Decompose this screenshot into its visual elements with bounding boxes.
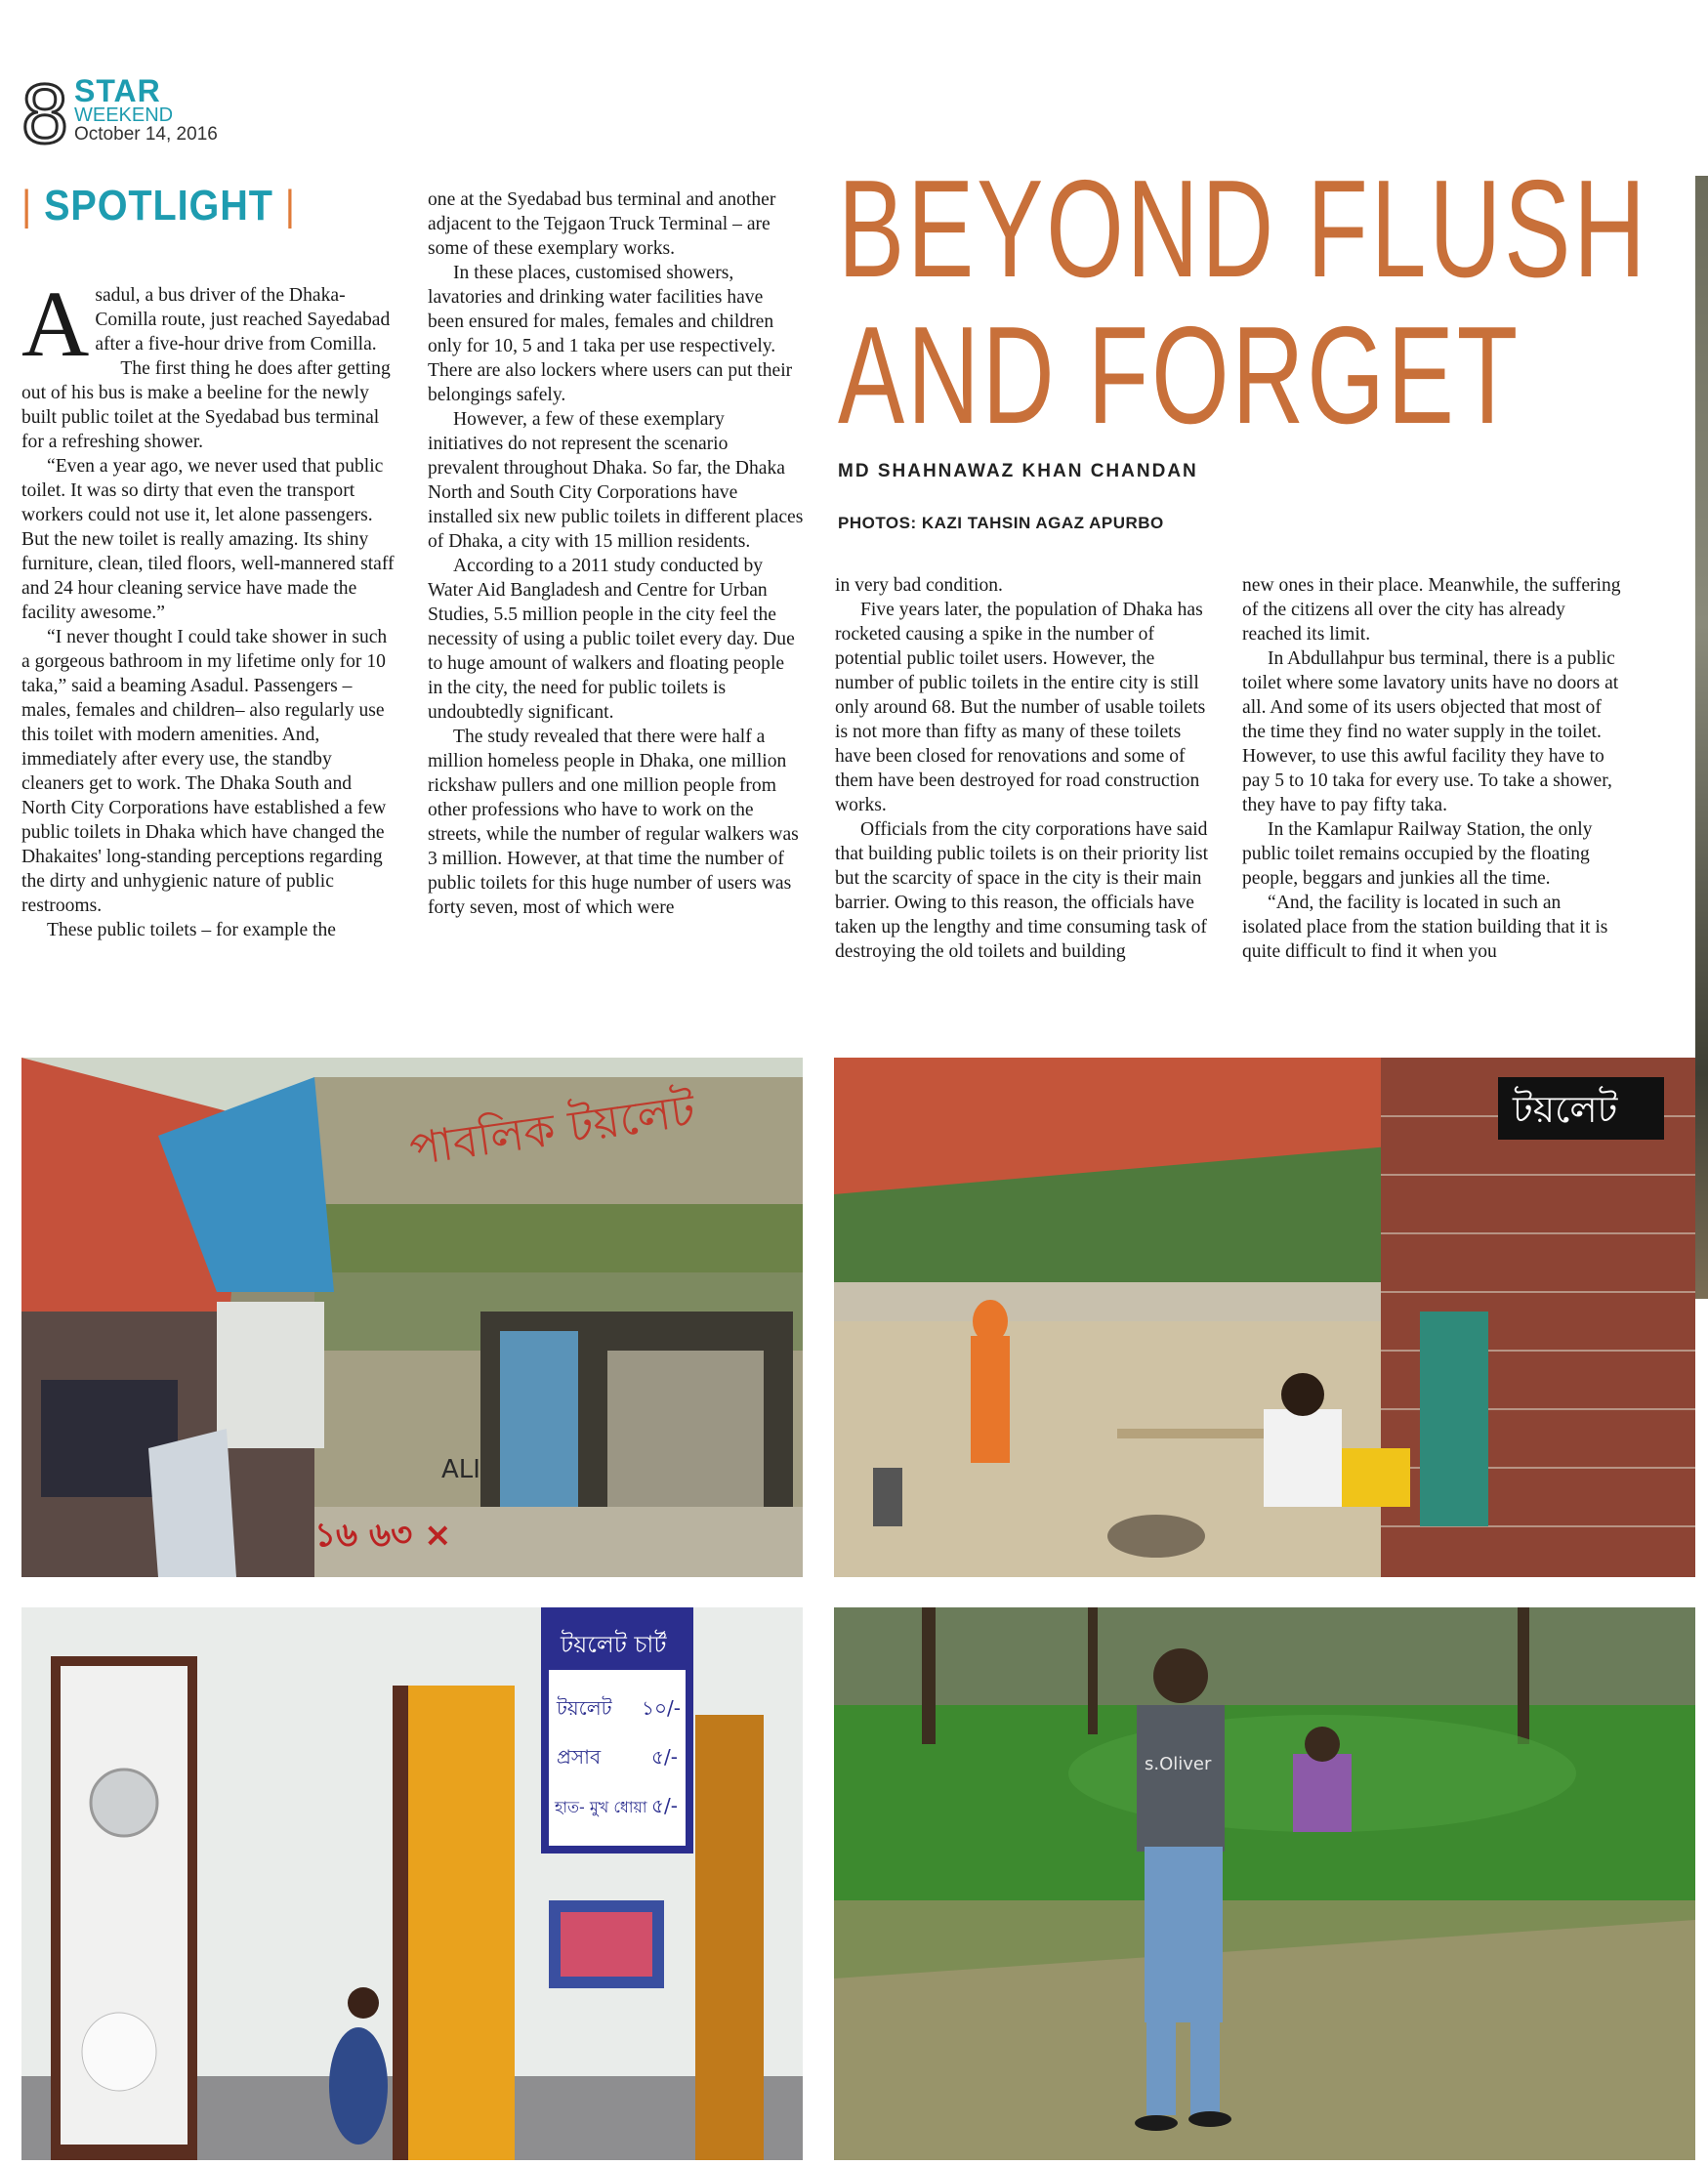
photo-new-toilet-price-chart: [21, 1607, 803, 2160]
photo-old-public-toilet: [21, 1058, 803, 1577]
article-column-4: [1242, 573, 1623, 964]
photo-brick-toilet-attendant: [834, 1058, 1695, 1577]
paragraph: Officials from the city corporations have said that building public toilets is on their priority list but the scarcity of space in the city is their main barrier. Owing to this reason, the officials have taken up the lengthy and time consuming task of destroying the old toilets and building: [835, 819, 1209, 962]
drop-cap: A: [21, 271, 90, 376]
paragraph: Five years later, the population of Dhaka has rocketed causing a spike in the number of potential public toilet users. However, the number of public toilets in the entire city is still only around 68. But the number of usable toilets is not more than fifty as many of these toilets have been closed for renovations and some of them have been destroyed for road construction works.: [835, 600, 1206, 815]
article-column-1: [21, 271, 397, 942]
paragraph: In the Kamlapur Railway Station, the only public toilet remains occupied by the floating people, beggars and junkies all the time.: [1242, 819, 1593, 889]
paragraph: The study revealed that there were half a million homeless people in Dhaka, one million rickshaw pullers and one million people from other professions who have to work on the streets, while the number of regular walkers was 3 million. However, at that time the number of public toilets for this huge number of users was forty seven, most of which were: [428, 727, 799, 918]
price-row-price: ৫/-: [651, 1794, 678, 1817]
paragraph: However, a few of these exemplary initiatives do not represent the scenario prevalent throughout Dhaka. So far, the Dhaka North and South City Corporations have installed six new public toilets in different places of Dhaka, a city with 15 million residents.: [428, 409, 804, 552]
paragraph: Asadul, a bus driver of the Dhaka-Comilla route, just reached Sayedabad after a five-hour drive from Comilla.: [21, 271, 391, 376]
section-text: SPOTLIGHT: [44, 182, 273, 229]
byline: MD SHAHNAWAZ KHAN CHANDAN: [838, 461, 1198, 481]
headline-line-1: BEYOND FLUSH: [838, 151, 1648, 307]
paragraph: In these places, customised showers, lavatories and drinking water facilities have been ensured for males, females and children only for 10, 5 and 1 taka per use respectively. There are also lockers where users can put their belongings safely.: [428, 263, 793, 405]
price-row-item: প্রসাব: [557, 1745, 602, 1769]
paragraph: one at the Syedabad bus terminal and another adjacent to the Tejgaon Truck Terminal – are some of these exemplary works.: [428, 189, 776, 259]
paragraph: These public toilets – for example the: [47, 920, 336, 940]
paragraph: “I never thought I could take shower in such a gorgeous bathroom in my lifetime only for 10 taka,” said a beaming Asadul. Passengers – males, females and children– also regularly use this toilet with modern amenities. And, immediately after every use, the standby cleaners get to work. The Dhaka South and North City Corporations have established a few public toilets in Dhaka which have changed the Dhakaites' long-standing perceptions regarding the dirty and unhygienic nature of public restrooms.: [21, 627, 388, 916]
svg-text:১৬ ৬৩ ×: ১৬ ৬৩ ×: [314, 1516, 452, 1555]
price-row-price: ৫/-: [651, 1745, 678, 1769]
photo-man-in-park: [834, 1607, 1695, 2160]
wall-graffiti-text: ALI: [441, 1455, 480, 1484]
price-row-item: হাত- মুখ ধোয়া: [555, 1798, 647, 1816]
paragraph: in very bad condition.: [835, 575, 1003, 596]
photo-credit: PHOTOS: KAZI TAHSIN AGAZ APURBO: [838, 514, 1164, 532]
paragraph: “Even a year ago, we never used that public toilet. It was so dirty that even the transport workers could not use it, let alone passengers. But the new toilet is really amazing. Its shiny furniture, clean, tiled floors, well-mannered staff and 24 hour cleaning service have made the facility awesome.”: [21, 456, 395, 623]
issue-date: October 14, 2016: [74, 124, 218, 145]
shirt-logo-text: s.Oliver: [1145, 1754, 1212, 1774]
page-number: 8: [21, 67, 68, 161]
price-chart-title: টয়লেট চার্ট: [561, 1631, 667, 1658]
brand-star: STAR: [74, 73, 161, 108]
article-column-3: [835, 573, 1216, 964]
paragraph: The first thing he does after getting out of his bus is make a beeline for the newly built public toilet at the Syedabad bus terminal for a refreshing shower.: [21, 358, 391, 452]
paragraph: According to a 2011 study conducted by Water Aid Bangladesh and Centre for Urban Studies, 5.5 million people in the city feel the necessity of using a public toilet every day. Due to huge amount of walkers and floating people in the city, the need for public toilets is undoubtedly significant.: [428, 556, 795, 723]
paragraph: “And, the facility is located in such an isolated place from the station building that it is quite difficult to find it when you: [1242, 893, 1608, 962]
article-column-2: [428, 187, 804, 920]
toilet-sign-text: পাবলিক টয়লেট: [406, 1083, 699, 1176]
adjacent-page-edge: [1695, 176, 1708, 1299]
brand-weekend: WEEKEND: [74, 104, 174, 126]
price-row-item: টয়লেট: [557, 1696, 612, 1720]
headline: [838, 151, 1648, 453]
headline-line-2: AND FORGET: [838, 298, 1521, 453]
paragraph: In Abdullahpur bus terminal, there is a public toilet where some lavatory units have no doors at all. And some of its users objected that most of the time they find no water supply in the toilet. However, to use this awful facility they have to pay 5 to 10 taka for every use. To take a shower, they have to pay fifty taka.: [1242, 648, 1619, 815]
paragraph: new ones in their place. Meanwhile, the suffering of the citizens all over the city has already reached its limit.: [1242, 575, 1621, 645]
price-row-price: ১০/-: [642, 1696, 681, 1720]
toilet-sign-text: টয়লেট: [1513, 1088, 1618, 1131]
section-label: | SPOTLIGHT |: [21, 182, 296, 229]
